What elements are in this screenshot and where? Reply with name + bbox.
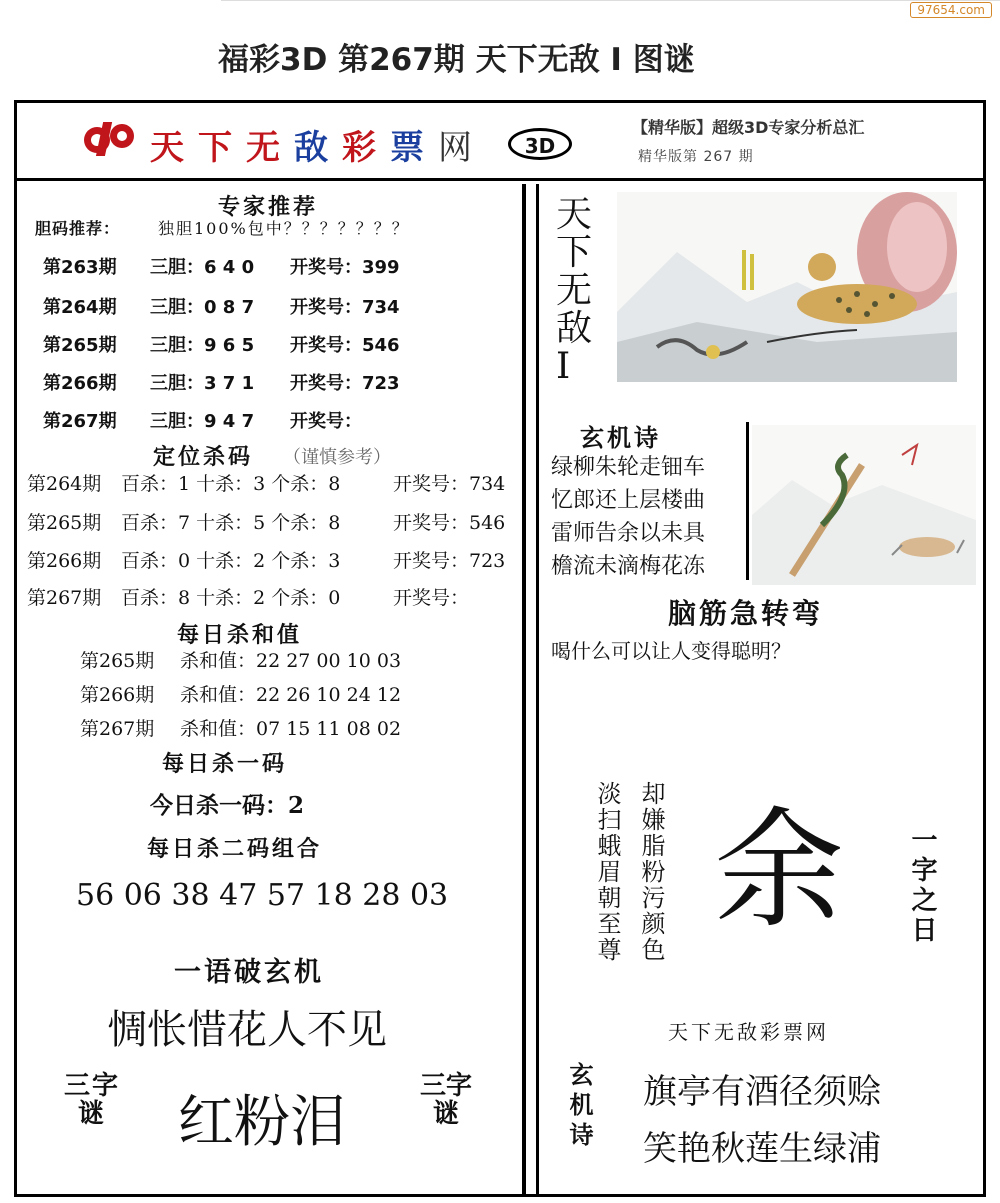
watermark-link[interactable]: 97654.com <box>910 2 992 18</box>
yiyu-heading: 一语破玄机 <box>174 957 324 988</box>
expert-period: 第267期 <box>43 411 117 432</box>
dan-label: 胆码推荐： <box>35 219 121 238</box>
yiyu-text: 惆怅惜花人不见 <box>107 1007 387 1053</box>
position-period: 第267期 <box>27 587 102 609</box>
sum-value: 杀和值：22 27 00 10 03 <box>180 650 402 672</box>
poem-line: 忆郎还上层楼曲 <box>551 488 706 513</box>
sanzi-answer: 红粉泪 <box>178 1090 346 1155</box>
position-draw: 开奖号：723 <box>393 550 506 572</box>
divider <box>746 422 749 580</box>
expert-draw: 开奖号：723 <box>290 373 400 394</box>
sum-period: 第265期 <box>80 650 155 672</box>
poem-line: 绿柳朱轮走钿车 <box>551 455 706 480</box>
kill-two-heading: 每日杀二码组合 <box>147 837 323 862</box>
sanzi-label-left: 三字谜 <box>63 1071 120 1129</box>
sum-value: 杀和值：07 15 11 08 02 <box>180 718 402 740</box>
expert-three: 三胆：0 8 7 <box>150 297 255 318</box>
snake-illustration <box>752 425 976 585</box>
expert-draw: 开奖号：546 <box>290 335 400 356</box>
expert-three: 三胆：9 6 5 <box>150 335 255 356</box>
expert-draw: 开奖号： <box>290 411 362 432</box>
logo-text: 天下无敌彩票网 <box>150 128 486 168</box>
page-title: 福彩3D 第267期 天下无敌 I 图谜 <box>218 42 695 78</box>
expert-draw: 开奖号：734 <box>290 297 400 318</box>
position-draw: 开奖号：546 <box>393 512 506 534</box>
yizi-label: 一字之日 <box>907 826 937 946</box>
sum-period: 第267期 <box>80 718 155 740</box>
divider <box>221 0 1000 1</box>
position-period: 第265期 <box>27 512 102 534</box>
3d-badge: 3D <box>508 128 572 160</box>
position-kill: 百杀：7 十杀：5 个杀：8 <box>121 512 341 534</box>
poem-line: 檐流未滴梅花冻 <box>551 554 706 579</box>
poem2-label: 玄机诗 <box>565 1062 593 1152</box>
poem2-line: 旗亭有酒径须赊 <box>643 1072 881 1112</box>
expert-period: 第264期 <box>43 297 117 318</box>
position-period: 第266期 <box>27 550 102 572</box>
expert-three: 三胆：3 7 1 <box>150 373 255 394</box>
kill-one-heading: 每日杀一码 <box>162 752 288 777</box>
kill-two-numbers: 56 06 38 47 57 18 28 03 <box>76 878 449 913</box>
vertical-title: 天下无敌I <box>556 194 593 387</box>
edition-issue: 精华版第 267 期 <box>638 149 754 165</box>
sum-period: 第266期 <box>80 684 155 706</box>
brain-question: 喝什么可以让人变得聪明？ <box>551 639 791 663</box>
position-note: （谨慎参考） <box>283 447 391 468</box>
expert-period: 第266期 <box>43 373 117 394</box>
expert-three: 三胆：9 4 7 <box>150 411 255 432</box>
poem-line: 雷师告余以未具 <box>551 521 706 546</box>
edition-title: 【精华版】超级3D专家分析总汇 <box>632 118 865 137</box>
poem2-line: 笑艳秋莲生绿浦 <box>643 1129 881 1169</box>
position-kill: 百杀：1 十杀：3 个杀：8 <box>121 473 341 495</box>
sum-heading: 每日杀和值 <box>177 623 303 648</box>
expert-heading: 专家推荐 <box>218 195 319 220</box>
dan-value: 独胆100%包中？？？？？？？ <box>158 219 410 238</box>
expert-period: 第265期 <box>43 335 117 356</box>
position-draw: 开奖号： <box>393 587 470 609</box>
expert-draw: 开奖号：399 <box>290 257 400 278</box>
kill-one-text: 今日杀一码：2 <box>150 792 305 819</box>
lottery-logo-icon <box>80 118 138 158</box>
expert-three: 三胆：6 4 0 <box>150 257 255 278</box>
expert-period: 第263期 <box>43 257 117 278</box>
poem-heading: 玄机诗 <box>580 424 661 452</box>
position-heading: 定位杀码 <box>153 445 254 470</box>
position-kill: 百杀：8 十杀：2 个杀：0 <box>121 587 341 609</box>
position-draw: 开奖号：734 <box>393 473 506 495</box>
brain-heading: 脑筋急转弯 <box>668 597 824 630</box>
vertical-poem-col: 却嫌脂粉污颜色 <box>637 781 665 963</box>
sum-value: 杀和值：22 26 10 24 12 <box>180 684 402 706</box>
leopard-illustration <box>617 192 957 382</box>
sanzi-label-right: 三字谜 <box>419 1071 472 1129</box>
big-answer-char: 余 <box>714 794 845 946</box>
site-name: 天下无敌彩票网 <box>668 1020 829 1044</box>
position-kill: 百杀：0 十杀：2 个杀：3 <box>121 550 341 572</box>
position-period: 第264期 <box>27 473 102 495</box>
vertical-poem-col: 淡扫蛾眉朝至尊 <box>593 781 621 963</box>
